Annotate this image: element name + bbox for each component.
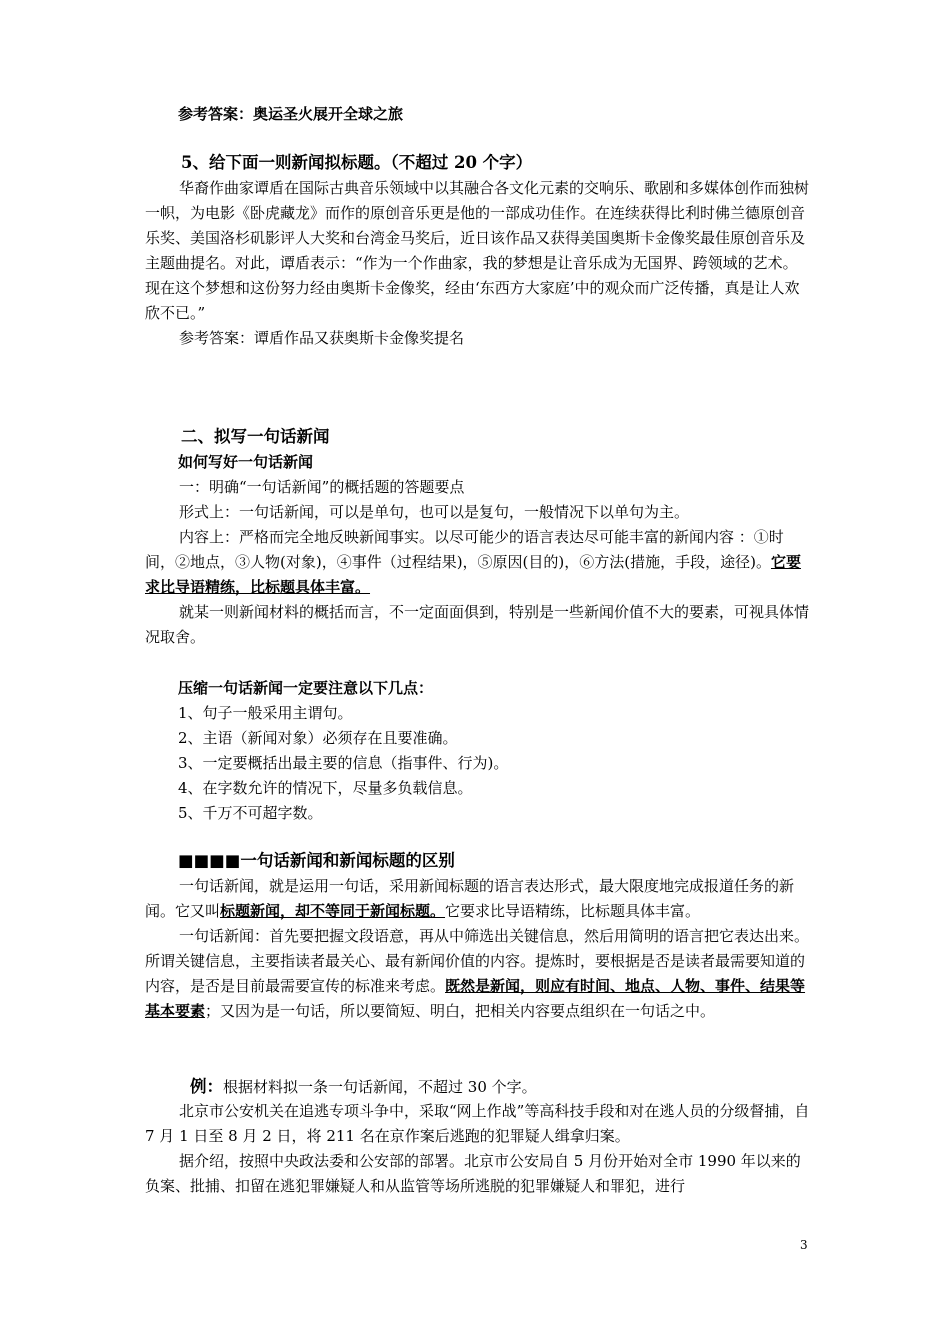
example-label: 例： [190,1077,223,1096]
rule-3: 3、一定要概括出最主要的信息（指事件、行为)。 [178,754,509,772]
example-paragraph-1: 北京市公安机关在追逃专项斗争中，采取“网上作战”等高科技手段和对在逃人员的分级督捕，自 7 月 1 日至 8 月 2 日，将 211 名在京作案后逃跑的犯罪疑人缉拿归案。 [145,1102,810,1145]
difference-paragraph-1 [145,874,810,924]
content-paragraph [145,525,810,600]
section-2-title: 二、拟写一句话新闻 [181,427,330,446]
rule-5: 5、千万不可超字数。 [178,804,323,822]
content-emphasis: 它要求比导语精练，比标题具体丰富。 [145,553,801,596]
example-line [190,1074,810,1100]
diff-p1-tail: 它要求比导语精练，比标题具体丰富。 [445,902,701,920]
section-2-subtitle: 如何写好一句话新闻 [178,453,314,471]
content-text: 内容上：严格而完全地反映新闻事实。以尽可能少的语言表达尽可能丰富的新闻内容 ：①时间，②地点，③人物(对象)，④事件（过程结果)，⑤原因(目的)，⑥方法(措施，手段，途径)。 [145,528,784,571]
form-paragraph: 形式上：一句话新闻，可以是单句，也可以是复句，一般情况下以单句为主。 [179,503,690,521]
example-instruction: 根据材料拟一条一句话新闻，不超过 30 个字。 [223,1078,537,1096]
rule-1: 1、句子一般采用主谓句。 [178,704,353,722]
compress-title: 压缩一句话新闻一定要注意以下几点： [178,679,434,697]
diff-p2-tail: ；又因为是一句话，所以要简短、明白，把相关内容要点组织在一句话之中。 [205,1002,716,1020]
point-1: 一：明确“一句话新闻”的概括题的答题要点 [179,478,465,496]
question-5-answer: 参考答案：谭盾作品又获奥斯卡金像奖提名 [179,329,465,347]
difference-title: ■■■■一句话新闻和新闻标题的区别 [178,851,455,870]
rule-2: 2、主语（新闻对象）必须存在且要准确。 [178,729,458,747]
page-number: 3 [800,1238,808,1252]
question-5-title: 5、给下面一则新闻拟标题。（不超过 20 个字） [181,153,533,172]
diff-p1-text: 一句话新闻，就是运用一句话，采用新闻标题的语言表达形式，最大限度地完成报道任务的新闻。它又叫 [145,877,795,920]
difference-paragraph-2 [145,924,810,1024]
selection-paragraph: 就某一则新闻材料的概括而言，不一定面面俱到，特别是一些新闻价值不大的要素，可视具体情况取舍。 [145,603,810,646]
answer-1: 参考答案：奥运圣火展开全球之旅 [178,105,404,123]
rule-4: 4、在字数允许的情况下，尽量多负载信息。 [178,779,473,797]
example-paragraph-2: 据介绍，按照中央政法委和公安部的部署。北京市公安局自 5 月份开始对全市 1990 年以来的负案、批捕、扣留在逃犯罪嫌疑人和从监管等场所逃脱的犯罪嫌疑人和罪犯，进行 [145,1152,801,1195]
diff-p2-emphasis: 既然是新闻，则应有时间、地点、人物、事件、结果等基本要素 [145,977,806,1020]
question-5-body: 华裔作曲家谭盾在国际古典音乐领域中以其融合各文化元素的交响乐、歌剧和多媒体创作而独树一帜，为电影《卧虎藏龙》而作的原创音乐更是他的一部成功佳作。在连续获得比利时佛兰德原创音乐奖、美国洛杉矶影评人大奖和台湾金马奖后，近日该作品又获得美国奥斯卡金像奖最佳原创音乐及主题曲提名。对此，谭盾表示：“作为一个作曲家，我的梦想是让音乐成为无国界、跨领域的艺术。现在这个梦想和这份努力经由奥斯卡金像奖，经由‘东西方大家庭’中的观众而广泛传播，真是让人欢欣不已。” [145,179,810,322]
diff-p2-text: 一句话新闻：首先要把握文段语意，再从中筛选出关键信息，然后用简明的语言把它表达出来。所谓关键信息，主要指读者最关心、最有新闻价值的内容。提炼时，要根据是否是读者最需要知道的内容，是否是目前最需要宣传的标准来考虑。 [145,927,810,995]
diff-p1-emphasis: 标题新闻，却不等同于新闻标题。 [220,902,446,920]
